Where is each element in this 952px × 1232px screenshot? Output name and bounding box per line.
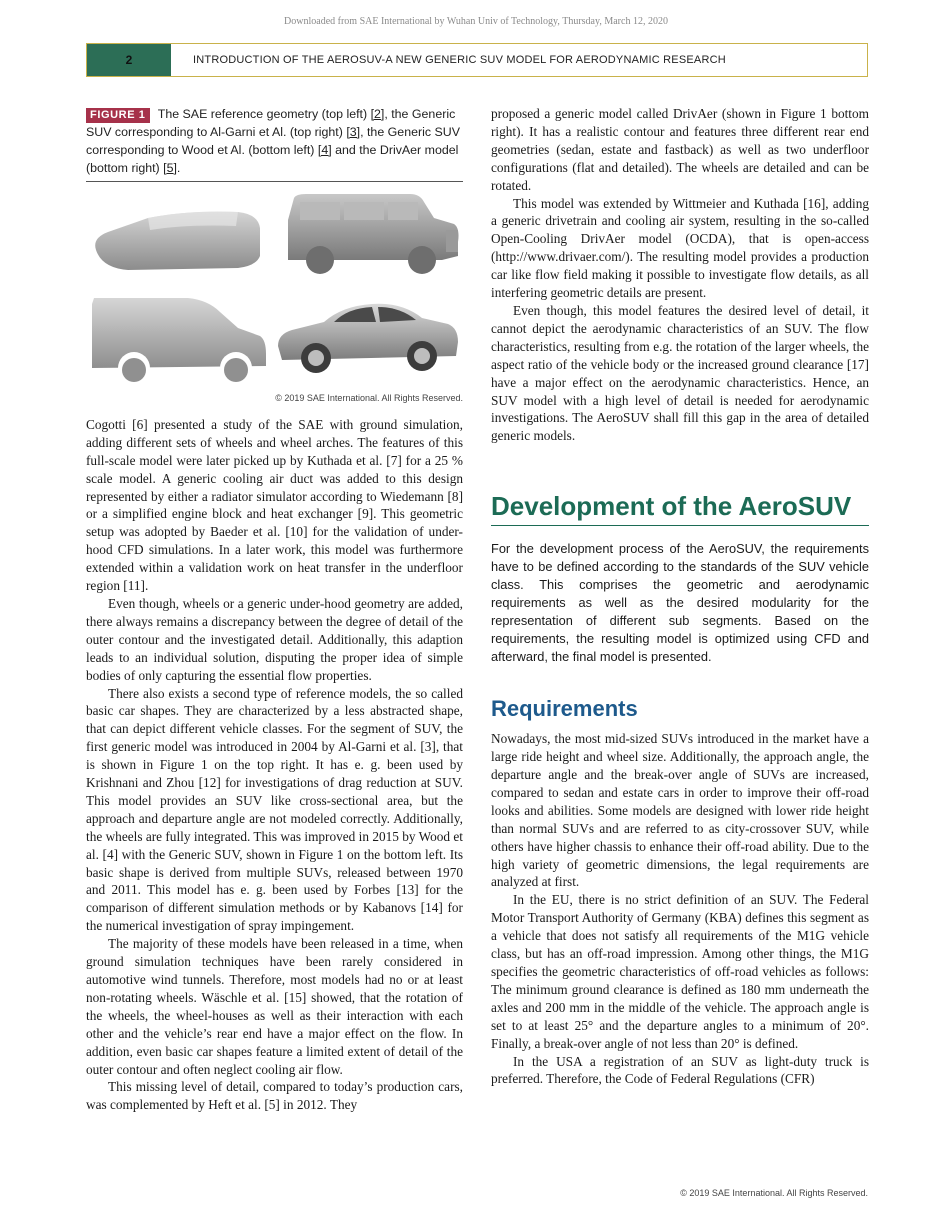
download-note: Downloaded from SAE International by Wuhan Univ of Technology, Thursday, March 12, 2020 xyxy=(284,16,668,27)
paragraph: For the development process of the AeroSUV, the requirements have to be defined according to the standards of the SUV vehicle class. This comprises the geometric and aerodynamic requirements as well as the desired modularity for the representation of different sub segments. Based on the requirements, the resulting model is optimized using CFD and afterward, the final model is presented. xyxy=(491,541,869,665)
paragraph: In the EU, there is no strict definition of an SUV. The Federal Motor Transport Authority of Germany (KBA) defines this segment as a vehicle that does not satisfy all requirements of the M1G vehicle class, but has an off-road impression. Among other things, the M1G specifies the geometric characteristics of off-road vehicles as follows: The minimum ground clearance is defined as 180 mm underneath the axles and 200 mm in the middle of the vehicle. The approach angle is set to at least 25° and the departure angles to a minimum of 20°. Finally, a break-over angle of not less than 20° is defined. xyxy=(491,892,869,1051)
sae-reference-image xyxy=(88,204,266,284)
paragraph: Nowadays, the most mid-sized SUVs introduced in the market have a large ride height and wheel size. Additionally, the approach angle, the departure angle and the break-over angle of SUVs are increased, compared to sedan and estate cars in order to improve their off-road looks and abilities. Some models are designed with lower ride height than normal SUVs and are referred to as city-crossover SUV, while others have higher chassis to enhance their off-road ability. Due to the high variety of geometric dimensions, the legal requirements are analyzed at first. xyxy=(491,731,869,890)
left-column xyxy=(86,105,463,1114)
paragraph: Cogotti [6] presented a study of the SAE with ground simulation, adding different sets of wheels and wheel arches. The features of this full-scale model were later picked up by Kuthada et al. [7] for a 25 % scale model. A generic cooling air duct was added to this design represented by either a radiator simulator according to Wiedemann [8] or a simplified engine block and heat exchanger [9]. This geometric setup was adopted by Baeder et al. [10] for the validation of under-hood CFD simulations. In a later work, this model was furthermore extended within a validation work on heat transfer in the underfloor region [11]. xyxy=(86,416,463,594)
caption-rule xyxy=(86,181,463,182)
figure-copyright: © 2019 SAE International. All Rights Reserved. xyxy=(275,393,463,403)
paragraph: In the USA a registration of an SUV as light-duty truck is preferred. Therefore, the Code of Federal Regulations (CFR) xyxy=(491,1053,869,1087)
page-number: 2 xyxy=(87,44,171,76)
right-column xyxy=(491,105,869,1088)
ref-link[interactable]: [5] xyxy=(163,161,177,175)
ref-link[interactable]: [2] xyxy=(370,107,385,121)
figure-caption: FIGURE 1 The SAE reference geometry (top left) [2], the Generic SUV corresponding to Al-Garni et Al. (top right) [3], the Generic SUV corresponding to Wood et Al. (bottom left) [4] and the DrivAer model (bottom right) [5]. xyxy=(86,107,460,175)
paragraph: This model was extended by Wittmeier and Kuthada [16], adding a generic drivetrain and cooling air system, resulting in the so-called Open-Cooling DrivAer model (OCDA), that is open-access (http://www.drivaer.com/). The resulting model provides a production car like flow field making it possible to investigate flow details, as all interfering geometric details are present. xyxy=(491,195,869,301)
paragraph: Even though, wheels or a generic under-hood geometry are added, there always remains a discrepancy between the degree of detail of the outer contour and the investigated detail. Additionally, this adaption leads to an individual solution, disputing the proper idea of simple bodies of only capturing the essential flow properties. xyxy=(86,595,463,683)
subsection-heading: Requirements xyxy=(491,696,638,722)
paragraph: Even though, this model features the desired level of detail, it cannot depict the aerodynamic characteristics of an SUV. The flow characteristics, resulting from e.g. the rotation of the larger wheels, the aspect ratio of the vehicle body or the increased ground clearance [17] have a major effect on the aerodynamic characteristics. Hence, an SUV model with a high level of detail is needed for aerodynamic investigations. The AeroSUV shall fill this gap in the area of detailed generic models. xyxy=(491,302,869,444)
figure-1-images xyxy=(86,190,463,390)
running-title: INTRODUCTION OF THE AEROSUV-A NEW GENERIC SUV MODEL FOR AERODYNAMIC RESEARCH xyxy=(193,54,726,66)
page-footer-copyright: © 2019 SAE International. All Rights Reserved. xyxy=(680,1188,868,1198)
paragraph: This missing level of detail, compared to today’s production cars, was complemented by Heft et al. [5] in 2012. They xyxy=(86,1079,463,1113)
generic-suv-algarni-image xyxy=(282,190,462,282)
ref-link[interactable]: [3] xyxy=(346,125,361,139)
section-rule xyxy=(491,525,869,526)
paragraph: There also exists a second type of reference models, the so called basic car shapes. They are characterized by a less abstracted shape, that can depict different vehicle classes. For the segment of SUV, the first generic model was introduced in 2004 by Al-Garni et al. [3], that is shown in Figure 1 on the top right. It has e. g. been used by Krishnani and Zhou [12] for investigations of drag reduction at SUV. This model provides an SUV like cross-sectional area, but the approach and departure angle are not modeled correctly. Additionally, the wheels are fully integrated. This was improved in 2015 by Wood et al. [4] with the Generic SUV, shown in Figure 1 on the bottom left. Its basic shape is derived from multiple SUVs, released between 1970 and 2011. This model has e. g. been used by Forbes [13] for the comparison of different simulation methods or by Kabanovs [14] for the numerical investigation of spray impingement. xyxy=(86,685,463,934)
paragraph: proposed a generic model called DrivAer (shown in Figure 1 bottom right). It has a realistic contour and features three different rear end geometries (sedan, estate and fastback) as well as two underfloor configurations (flat and detailed). The wheels are detailed and can be rotated. xyxy=(491,106,869,193)
section-heading: Development of the AeroSUV xyxy=(491,491,852,522)
generic-suv-wood-image xyxy=(88,294,268,386)
running-header xyxy=(86,43,868,77)
ref-link[interactable]: [4] xyxy=(317,143,332,157)
drivaer-image xyxy=(272,294,462,386)
figure-label: FIGURE 1 xyxy=(86,108,150,123)
paragraph: The majority of these models have been released in a time, when ground simulation techniques have been rarely considered in automotive wind tunnels. Therefore, most models had no or at least non-rotating wheels. Wäschle et al. [15] showed, that the rotation of the wheels, the wheel-houses as well as their interaction with each other and the vehicle’s rear end have a major effect on the flow. In addition, even basic car shapes feature a limited extent of detail of the outer contour and often neglect cooling air flow. xyxy=(86,936,463,1077)
